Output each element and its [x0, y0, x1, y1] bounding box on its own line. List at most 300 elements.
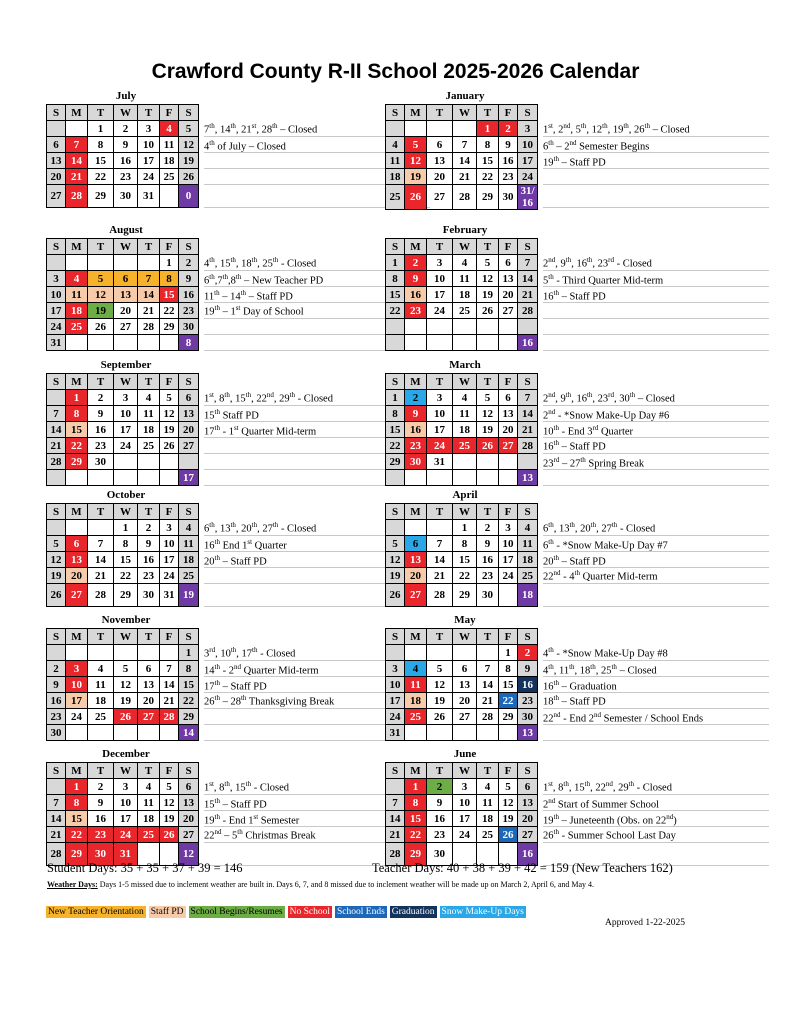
- day-header: T: [427, 239, 453, 255]
- day-cell: 26: [179, 169, 199, 185]
- day-cell: 8: [66, 795, 88, 811]
- day-cell: 11: [138, 795, 160, 811]
- day-cell: 18: [453, 287, 477, 303]
- day-cell: 23: [405, 438, 427, 454]
- day-count: 0: [179, 185, 199, 208]
- day-cell: [66, 255, 88, 271]
- day-header: F: [499, 763, 518, 779]
- day-header: S: [386, 374, 405, 390]
- day-cell: 12: [160, 795, 179, 811]
- note-item: 6th,7th,8th – New Teacher PD: [204, 273, 324, 287]
- note-rule: [543, 318, 769, 319]
- day-cell: 3: [66, 661, 88, 677]
- day-cell: 19: [47, 568, 66, 584]
- day-cell: 1: [114, 520, 138, 536]
- note-item: 19th – Staff PD: [543, 155, 606, 169]
- day-cell: [499, 319, 518, 335]
- day-cell: 19: [386, 568, 405, 584]
- day-header: S: [47, 763, 66, 779]
- week-row: [386, 271, 538, 287]
- month-name: May: [454, 614, 476, 626]
- day-cell: 12: [47, 552, 66, 568]
- day-cell: 1: [179, 645, 199, 661]
- note-item: 6th - *Snow Make-Up Day #7: [543, 538, 668, 552]
- day-cell: [405, 335, 427, 351]
- day-header: W: [114, 374, 138, 390]
- day-cell: [453, 121, 477, 137]
- day-cell: 29: [66, 843, 88, 866]
- week-row: [386, 677, 538, 693]
- day-header: S: [179, 239, 199, 255]
- week-row: [47, 677, 199, 693]
- day-cell: 17: [427, 422, 453, 438]
- day-cell: [386, 645, 405, 661]
- day-count: 31/ 16: [518, 185, 538, 210]
- day-cell: 30: [88, 843, 114, 866]
- day-cell: 3: [47, 271, 66, 287]
- week-row: [47, 406, 199, 422]
- day-cell: 1: [386, 255, 405, 271]
- day-cell: [160, 470, 179, 486]
- day-cell: 11: [179, 536, 199, 552]
- day-cell: 13: [114, 287, 138, 303]
- day-cell: [47, 779, 66, 795]
- day-cell: 2: [405, 255, 427, 271]
- day-cell: 7: [88, 536, 114, 552]
- day-cell: 10: [138, 137, 160, 153]
- day-cell: 23: [138, 568, 160, 584]
- day-cell: 15: [386, 422, 405, 438]
- day-cell: [427, 121, 453, 137]
- day-cell: 27: [66, 584, 88, 607]
- day-cell: 12: [499, 795, 518, 811]
- week-row: [47, 725, 199, 741]
- day-cell: 11: [405, 677, 427, 693]
- day-header: T: [88, 629, 114, 645]
- week-row: [47, 536, 199, 552]
- day-cell: 29: [66, 454, 88, 470]
- day-cell: [405, 319, 427, 335]
- legend-item: Graduation: [391, 907, 435, 917]
- day-header: S: [179, 504, 199, 520]
- day-cell: 26: [160, 438, 179, 454]
- day-header: S: [47, 374, 66, 390]
- legend-item: School Begins/Resumes: [190, 907, 283, 917]
- day-cell: [66, 645, 88, 661]
- day-cell: 30: [114, 185, 138, 208]
- day-cell: 20: [179, 811, 199, 827]
- day-cell: 2: [179, 255, 199, 271]
- day-cell: [405, 645, 427, 661]
- day-cell: 14: [138, 287, 160, 303]
- day-cell: 18: [477, 811, 499, 827]
- note-item: 1st, 8th, 15th - Closed: [204, 780, 289, 794]
- day-cell: 1: [66, 779, 88, 795]
- week-row: [386, 422, 538, 438]
- week-row: [47, 153, 199, 169]
- day-cell: 26: [114, 709, 138, 725]
- day-cell: 16: [47, 693, 66, 709]
- day-cell: 24: [114, 438, 138, 454]
- day-header: S: [47, 105, 66, 121]
- week-row: [386, 454, 538, 470]
- week-row: [386, 795, 538, 811]
- day-cell: 11: [66, 287, 88, 303]
- note-item: 10th - End 3rd Quarter: [543, 424, 634, 438]
- day-cell: 11: [88, 677, 114, 693]
- day-cell: 21: [453, 169, 477, 185]
- day-cell: 17: [386, 693, 405, 709]
- day-cell: 11: [386, 153, 405, 169]
- month-name: December: [102, 748, 150, 760]
- note-item: 11th – 14th – Staff PD: [204, 289, 293, 303]
- note-rule: [543, 350, 769, 351]
- day-cell: 10: [386, 677, 405, 693]
- note-rule: [543, 207, 769, 208]
- day-cell: 6: [453, 661, 477, 677]
- day-cell: 9: [405, 271, 427, 287]
- month-table: [385, 628, 538, 741]
- day-header: T: [138, 374, 160, 390]
- day-header: S: [518, 374, 538, 390]
- day-cell: 9: [499, 137, 518, 153]
- day-cell: 18: [386, 169, 405, 185]
- day-header: S: [47, 629, 66, 645]
- note-item: 23rd – 27th Spring Break: [543, 456, 645, 470]
- week-row: [386, 811, 538, 827]
- day-cell: 24: [518, 169, 538, 185]
- day-cell: [88, 335, 114, 351]
- week-row: [386, 709, 538, 725]
- week-row: [47, 271, 199, 287]
- day-cell: 28: [47, 843, 66, 866]
- day-header: T: [427, 504, 453, 520]
- day-cell: 23: [499, 169, 518, 185]
- day-cell: 28: [160, 709, 179, 725]
- month-name: February: [442, 224, 488, 236]
- month-name: September: [100, 359, 152, 371]
- day-cell: 2: [499, 121, 518, 137]
- day-header: T: [88, 374, 114, 390]
- day-cell: [477, 319, 499, 335]
- week-row: [386, 438, 538, 454]
- week-row: [386, 255, 538, 271]
- day-cell: 8: [179, 661, 199, 677]
- month-name: November: [101, 614, 151, 626]
- day-cell: 1: [88, 121, 114, 137]
- day-cell: 13: [405, 552, 427, 568]
- day-cell: [88, 725, 114, 741]
- day-cell: 17: [66, 693, 88, 709]
- note-item: 4th of July – Closed: [204, 139, 286, 153]
- day-cell: [47, 520, 66, 536]
- day-cell: 23: [47, 709, 66, 725]
- month-name: October: [106, 489, 146, 501]
- day-cell: 26: [499, 827, 518, 843]
- day-cell: [138, 255, 160, 271]
- day-cell: 22: [88, 169, 114, 185]
- legend-item: New Teacher Orientation: [48, 907, 144, 917]
- day-cell: [138, 470, 160, 486]
- day-cell: 21: [88, 568, 114, 584]
- day-cell: 23: [179, 303, 199, 319]
- day-cell: 5: [160, 390, 179, 406]
- day-cell: 15: [453, 552, 477, 568]
- day-cell: 29: [453, 584, 477, 607]
- day-cell: 15: [477, 153, 499, 169]
- note-item: 18th – Staff PD: [543, 694, 606, 708]
- day-cell: 20: [427, 169, 453, 185]
- day-cell: 22: [405, 827, 427, 843]
- day-cell: 9: [47, 677, 66, 693]
- day-cell: 6: [499, 390, 518, 406]
- day-cell: 31: [114, 843, 138, 866]
- day-cell: 25: [405, 709, 427, 725]
- day-cell: 12: [427, 677, 453, 693]
- day-cell: 25: [179, 568, 199, 584]
- day-cell: 5: [88, 271, 114, 287]
- day-cell: 11: [477, 795, 499, 811]
- legend: [46, 906, 526, 918]
- day-cell: 5: [499, 779, 518, 795]
- day-cell: [386, 470, 405, 486]
- day-cell: 6: [427, 137, 453, 153]
- day-header: T: [427, 105, 453, 121]
- day-cell: [453, 725, 477, 741]
- week-row: [386, 661, 538, 677]
- day-cell: 16: [405, 422, 427, 438]
- day-cell: 15: [66, 422, 88, 438]
- day-count: 17: [179, 470, 199, 486]
- day-cell: 21: [47, 827, 66, 843]
- note-item: 2nd, 9th, 16th, 23rd - Closed: [543, 256, 652, 270]
- day-cell: 19: [477, 287, 499, 303]
- day-cell: 6: [405, 536, 427, 552]
- day-cell: 13: [427, 153, 453, 169]
- day-header: S: [518, 105, 538, 121]
- week-row: [386, 552, 538, 568]
- day-cell: 14: [453, 153, 477, 169]
- day-header: T: [477, 239, 499, 255]
- day-header: F: [160, 105, 179, 121]
- day-cell: 25: [66, 319, 88, 335]
- note-item: 14th - 2nd Quarter Mid-term: [204, 663, 319, 677]
- day-cell: 12: [386, 552, 405, 568]
- day-cell: 26: [427, 709, 453, 725]
- day-cell: [138, 454, 160, 470]
- day-cell: [453, 454, 477, 470]
- day-cell: 19: [114, 693, 138, 709]
- day-header: T: [427, 374, 453, 390]
- day-cell: 4: [386, 137, 405, 153]
- day-header: M: [405, 629, 427, 645]
- day-cell: 26: [477, 303, 499, 319]
- day-cell: 11: [453, 271, 477, 287]
- day-cell: 11: [160, 137, 179, 153]
- note-item: 1st, 8th, 15th, 22nd, 29th - Closed: [543, 780, 672, 794]
- day-header: W: [453, 763, 477, 779]
- day-header: S: [518, 504, 538, 520]
- day-cell: 24: [47, 319, 66, 335]
- day-cell: 27: [405, 584, 427, 607]
- day-cell: [160, 645, 179, 661]
- month-table: [46, 503, 199, 607]
- day-header: T: [138, 239, 160, 255]
- week-row: [386, 406, 538, 422]
- day-header: F: [160, 629, 179, 645]
- day-cell: 20: [405, 568, 427, 584]
- day-cell: [66, 725, 88, 741]
- day-cell: 28: [88, 584, 114, 607]
- day-cell: 20: [114, 303, 138, 319]
- day-cell: [138, 725, 160, 741]
- day-cell: 9: [88, 406, 114, 422]
- day-header: S: [518, 763, 538, 779]
- day-cell: 11: [138, 406, 160, 422]
- day-cell: [47, 645, 66, 661]
- day-cell: 13: [499, 406, 518, 422]
- day-cell: 7: [427, 536, 453, 552]
- day-header: W: [453, 374, 477, 390]
- day-cell: 4: [66, 271, 88, 287]
- day-cell: 13: [179, 795, 199, 811]
- day-cell: 30: [47, 725, 66, 741]
- day-cell: 30: [138, 584, 160, 607]
- day-cell: 29: [477, 185, 499, 210]
- week-row: [386, 185, 538, 210]
- day-cell: 4: [453, 255, 477, 271]
- week-row: [47, 568, 199, 584]
- day-cell: 31: [160, 584, 179, 607]
- day-cell: 10: [114, 406, 138, 422]
- day-cell: 8: [114, 536, 138, 552]
- day-header: W: [453, 629, 477, 645]
- note-item: 16th End 1st Quarter: [204, 538, 287, 552]
- day-header: M: [66, 629, 88, 645]
- day-cell: 17: [114, 811, 138, 827]
- day-cell: [386, 335, 405, 351]
- day-cell: [427, 725, 453, 741]
- student-days: Student Days: 35 + 35 + 37 + 39 = 146: [47, 861, 243, 875]
- day-cell: [477, 470, 499, 486]
- day-cell: 25: [477, 827, 499, 843]
- day-cell: 23: [405, 303, 427, 319]
- day-cell: [386, 520, 405, 536]
- day-header: S: [386, 763, 405, 779]
- day-cell: 24: [138, 169, 160, 185]
- day-cell: 6: [66, 536, 88, 552]
- day-cell: 28: [427, 584, 453, 607]
- day-cell: 27: [518, 827, 538, 843]
- day-cell: 16: [477, 552, 499, 568]
- day-cell: 1: [477, 121, 499, 137]
- day-cell: 10: [518, 137, 538, 153]
- day-header: T: [477, 763, 499, 779]
- day-header: W: [453, 504, 477, 520]
- day-cell: [427, 645, 453, 661]
- day-cell: 24: [160, 568, 179, 584]
- day-cell: 4: [477, 779, 499, 795]
- day-cell: 12: [179, 137, 199, 153]
- day-cell: 23: [518, 693, 538, 709]
- week-row: [47, 121, 199, 137]
- day-cell: [427, 470, 453, 486]
- day-cell: 22: [386, 303, 405, 319]
- day-cell: 14: [88, 552, 114, 568]
- day-cell: [47, 255, 66, 271]
- day-cell: 23: [477, 568, 499, 584]
- day-header: T: [88, 239, 114, 255]
- day-cell: [405, 121, 427, 137]
- day-cell: 12: [405, 153, 427, 169]
- week-row: [47, 693, 199, 709]
- day-cell: 7: [518, 390, 538, 406]
- day-cell: 3: [427, 390, 453, 406]
- day-cell: 10: [160, 536, 179, 552]
- day-cell: [499, 454, 518, 470]
- day-cell: 10: [47, 287, 66, 303]
- day-header: F: [499, 504, 518, 520]
- note-item: 20th – Staff PD: [204, 554, 267, 568]
- day-header: S: [386, 105, 405, 121]
- note-item: 16th – Graduation: [543, 679, 617, 693]
- day-cell: 9: [114, 137, 138, 153]
- day-cell: 29: [499, 709, 518, 725]
- day-header: T: [427, 629, 453, 645]
- day-cell: 3: [427, 255, 453, 271]
- day-cell: 19: [88, 303, 114, 319]
- day-header: S: [386, 239, 405, 255]
- day-cell: 15: [66, 811, 88, 827]
- note-item: 22nd - End 2nd Semester / School Ends: [543, 711, 704, 725]
- day-cell: 31: [427, 454, 453, 470]
- day-cell: 30: [179, 319, 199, 335]
- day-cell: [453, 319, 477, 335]
- day-cell: 30: [88, 454, 114, 470]
- week-row: [386, 725, 538, 741]
- day-cell: 4: [453, 390, 477, 406]
- day-cell: [66, 520, 88, 536]
- week-row: [386, 779, 538, 795]
- day-header: T: [477, 629, 499, 645]
- day-cell: 10: [427, 406, 453, 422]
- day-header: S: [386, 504, 405, 520]
- day-cell: 20: [499, 422, 518, 438]
- day-cell: 31: [47, 335, 66, 351]
- teacher-days: Teacher Days: 40 + 38 + 39 + 42 = 159 (New Teachers 162): [372, 861, 673, 875]
- day-cell: 25: [138, 827, 160, 843]
- day-cell: 3: [518, 121, 538, 137]
- day-cell: 22: [477, 169, 499, 185]
- day-cell: [453, 335, 477, 351]
- day-cell: 17: [160, 552, 179, 568]
- day-cell: 13: [47, 153, 66, 169]
- day-cell: [114, 335, 138, 351]
- day-cell: [88, 470, 114, 486]
- week-row: [386, 827, 538, 843]
- day-cell: 12: [477, 271, 499, 287]
- day-header: F: [160, 763, 179, 779]
- note-item: 4th - *Snow Make-Up Day #8: [543, 646, 668, 660]
- day-cell: 5: [477, 255, 499, 271]
- day-cell: 17: [138, 153, 160, 169]
- day-cell: 28: [453, 185, 477, 210]
- day-cell: [179, 454, 199, 470]
- day-cell: 23: [114, 169, 138, 185]
- day-cell: 26: [160, 827, 179, 843]
- day-cell: 27: [453, 709, 477, 725]
- day-cell: [477, 725, 499, 741]
